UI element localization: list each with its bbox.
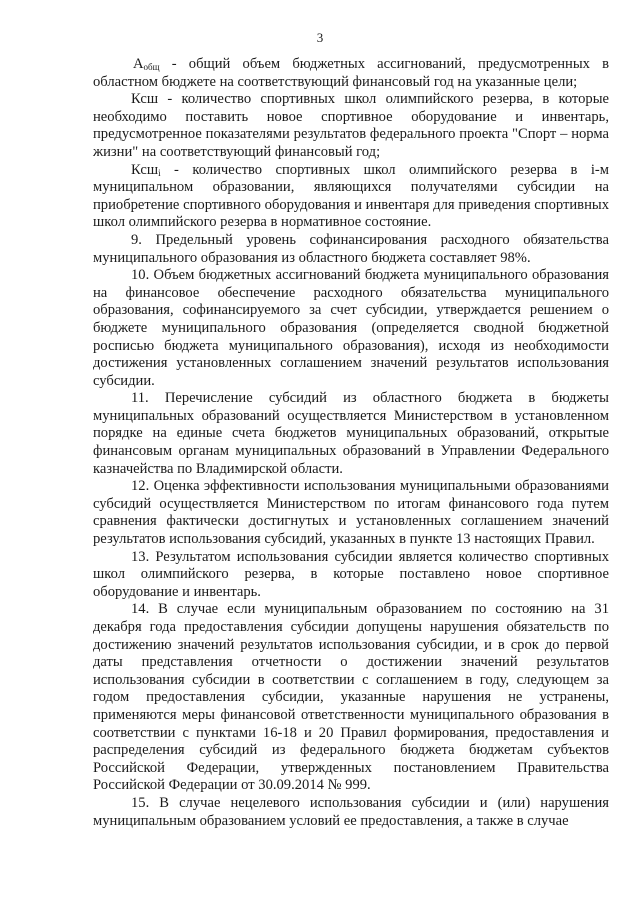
page-body bbox=[93, 56, 609, 830]
definition-ksh: Ксш - количество спортивных школ олимпийского резерва, в которые необходимо поставить новое спортивное оборудование и инвентарь, предусмотренное показателями результатов федерального проекта "Спорт – норма жизни" на соответствующий финансовый год; bbox=[93, 91, 609, 160]
definition-ksh-i bbox=[93, 162, 609, 232]
clause-9: 9. Предельный уровень софинансирования расходного обязательства муниципального образования из областного бюджета составляет 98%. bbox=[93, 231, 609, 266]
clause-11: 11. Перечисление субсидий из областного бюджета в бюджеты муниципальных образований осуществляется Министерством в установленном порядке на единые счета бюджетов муниципальных образований, открытые финансовым органам муниципальных образований в Управлении Федерального казначейства по Владимирской области. bbox=[93, 390, 609, 477]
clause-14: 14. В случае если муниципальным образованием по состоянию на 31 декабря года предоставления субсидии допущены нарушения обязательств по достижению значений результатов использования субсидии, и в срок до первой даты представления отчетности о достижении значений результатов использования субсидии в соответствии с соглашением в году, следующем за годом предоставления субсидии, указанные нарушения не устранены, применяются меры финансовой ответственности муниципального образования в соответствии с пунктами 16-18 и 20 Правил формирования, предоставления и распределения субсидий из федерального бюджета бюджетам субъектов Российской Федерации, утвержденных постановлением Правительства Российской Федерации от 30.09.2014 № 999. bbox=[93, 601, 609, 794]
definition-subscript: i bbox=[158, 167, 161, 178]
definition-subscript: общ bbox=[143, 62, 160, 72]
definition-a-total bbox=[93, 56, 609, 91]
clause-15: 15. В случае нецелевого использования субсидии и (или) нарушения муниципальным образованием условий ее предоставления, а также в случае bbox=[93, 794, 609, 829]
definition-text: - общий объем бюджетных ассигнований, предусмотренных в областном бюджете на соответствующий финансовый год на указанные цели; bbox=[93, 56, 609, 90]
clause-10: 10. Объем бюджетных ассигнований бюджета муниципального образования на финансовое обеспечение расходного обязательства муниципального образования, софинансируемого за счет субсидии, утверждается решением о бюджете муниципального образования (определяется сводной бюджетной росписью бюджета муниципального образования), исходя из необходимости достижения установленных соглашением значений результатов использования субсидии. bbox=[93, 267, 609, 389]
definition-symbol: А bbox=[133, 56, 144, 72]
clause-13: 13. Результатом использования субсидии является количество спортивных школ олимпийского резерва, в которые поставлено новое спортивное оборудование и инвентарь. bbox=[93, 548, 609, 600]
definition-text: - количество спортивных школ олимпийского резерва в i-м муниципальном образовании, являющихся получателями субсидии на приобретение спортивного оборудования и инвентаря для приведения спортивных школ олимпийского резерва в нормативное состояние. bbox=[93, 161, 609, 231]
definition-symbol: Ксш bbox=[131, 161, 159, 178]
page-number: 3 bbox=[316, 30, 324, 45]
clause-12: 12. Оценка эффективности использования муниципальными образованиями субсидий осуществляется Министерством по итогам финансового года путем сравнения фактически достигнутых и установленных соглашением значений результатов использования субсидий, указанных в пункте 13 настоящих Правил. bbox=[93, 478, 609, 548]
